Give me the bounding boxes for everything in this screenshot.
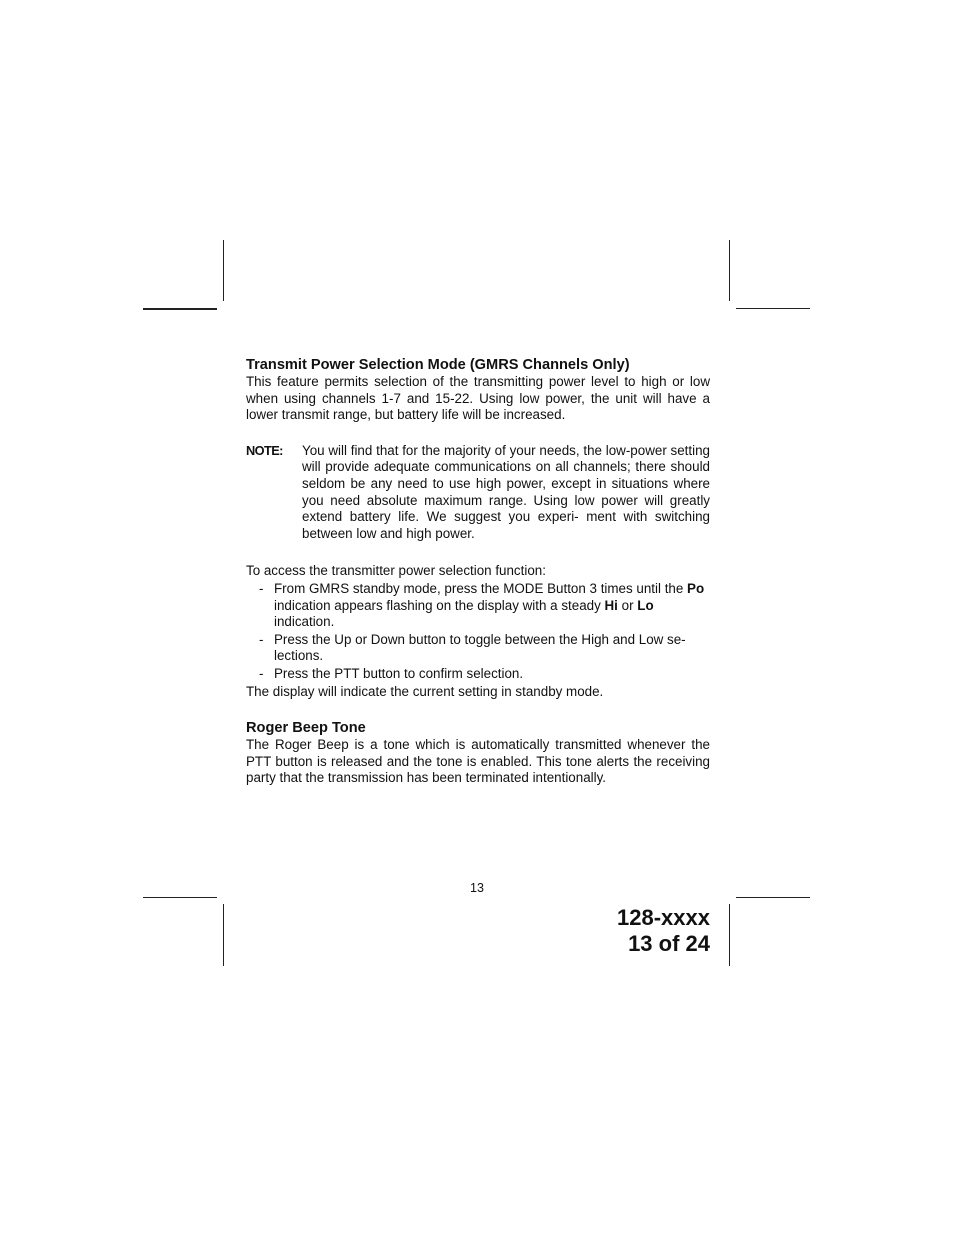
access-step-2 (246, 632, 710, 665)
step1-text-d: indication. (274, 614, 335, 630)
po-indicator: Po (687, 580, 705, 596)
standby-display-note: The display will indicate the current setting in standby mode. (246, 683, 604, 699)
access-step-1 (246, 581, 710, 631)
crop-mark-top-left-vertical (223, 240, 224, 301)
note-text: You will find that for the majority of your needs, the low-power setting will provide adequate communications on all channels; there should seldom be any need to use high power, except in situations where you need absolute maximum range. Using low power will greatly extend battery life. We suggest you experi- ment with switching between low and high power. (302, 442, 710, 541)
section-heading-transmit-power: Transmit Power Selection Mode (GMRS Channels Only) (246, 357, 630, 373)
access-step-3 (246, 666, 710, 683)
section-heading-roger-beep: Roger Beep Tone (246, 720, 366, 737)
document-number: 128-xxxx (617, 905, 710, 930)
step1-text-b: indication appears flashing on the display with a steady (274, 597, 605, 613)
note-label: NOTE: (246, 442, 283, 458)
step-dash: - (259, 631, 264, 647)
lo-indicator: Lo (637, 597, 654, 613)
page-of-count: 13 of 24 (628, 931, 710, 956)
step1-text-a: From GMRS standby mode, press the MODE Button 3 times until the (274, 580, 688, 596)
step2-text: Press the Up or Down button to toggle between the High and Low se- lections. (274, 631, 686, 664)
note-block (246, 443, 710, 543)
document-id-block (617, 905, 710, 957)
crop-mark-top-left-horizontal (143, 308, 217, 310)
crop-mark-bottom-left-vertical (223, 904, 224, 966)
access-steps-list (246, 581, 710, 683)
step-dash: - (259, 665, 264, 681)
access-instructions-intro: To access the transmitter power selection function: (246, 563, 546, 579)
page-number: 13 (470, 881, 484, 895)
crop-mark-bottom-left-horizontal (143, 897, 217, 898)
step1-text-c: or (617, 597, 638, 613)
crop-mark-bottom-right-horizontal (736, 897, 810, 898)
crop-mark-top-right-vertical (729, 240, 730, 301)
hi-indicator: Hi (604, 597, 618, 613)
roger-beep-body: The Roger Beep is a tone which is automatically transmitted whenever the PTT button is released and the tone is enabled. This tone alerts the receiving party that the transmission has been terminated intentionally. (246, 737, 710, 786)
crop-mark-top-right-horizontal (736, 308, 810, 309)
step3-text: Press the PTT button to confirm selection. (274, 665, 524, 681)
step-dash: - (259, 580, 264, 596)
crop-mark-bottom-right-vertical (729, 904, 730, 966)
page-content (246, 356, 710, 787)
transmit-power-intro: This feature permits selection of the transmitting power level to high or low when using channels 1-7 and 15-22. Using low power, the unit will have a lower transmit range, but battery life will be increased. (246, 374, 710, 423)
